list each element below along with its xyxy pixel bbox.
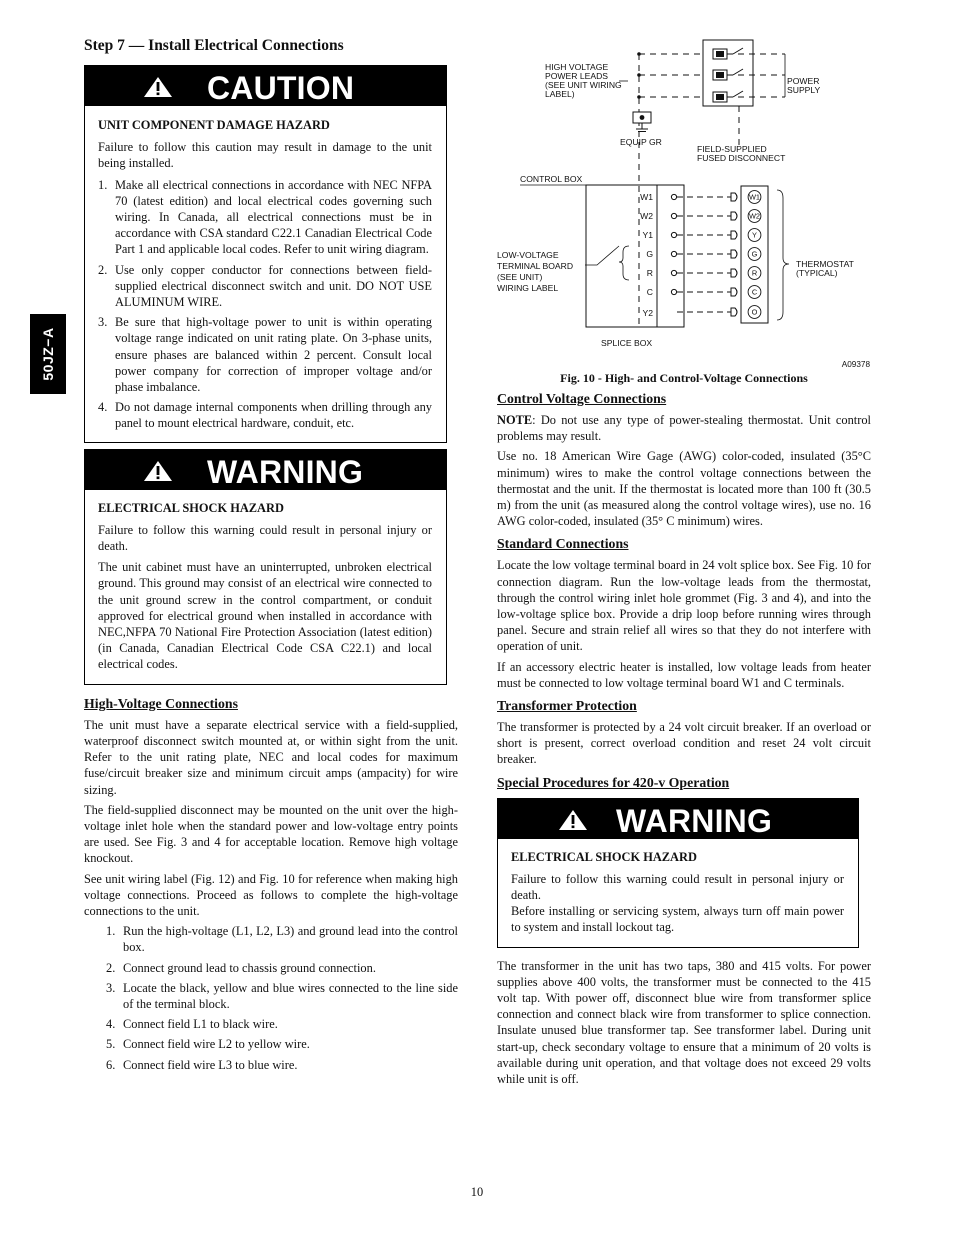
paragraph: The transformer in the unit has two taps, 380 and 415 volts. For power supplies above 400 volts, the transformer must be connected to the 415 volt tap. With power off, disconnect blue wire from transformer splice connection and connect black wire from transformer to splice connection. Insulate unused blue transformer tap. See transformer label. During unit start-up, check secondary voltage to ensure that a minimum of 20 volts is available during unit operation, and that voltage does not exceed 29 volts while unit is off. xyxy=(497,958,871,1087)
warning-header xyxy=(498,799,858,839)
transformer-heading: Transformer Protection xyxy=(497,698,637,714)
list-item xyxy=(106,980,458,1012)
control-box-label: CONTROL BOX xyxy=(520,174,583,184)
power-supply-label: POWER xyxy=(787,76,820,86)
item-text: Connect field wire L3 to blue wire. xyxy=(123,1057,298,1072)
warning-text: Before installing or servicing system, always turn off main power to system and install lockout tag. xyxy=(511,904,844,935)
page-number: 10 xyxy=(470,1185,484,1199)
board-brace xyxy=(619,246,629,280)
list-item xyxy=(106,960,458,976)
item-number: 4. xyxy=(98,400,108,415)
warning-triangle-icon xyxy=(143,76,173,98)
terminal-label: Y1 xyxy=(642,230,653,240)
caution-body xyxy=(85,106,446,442)
item-number: 6. xyxy=(106,1057,116,1072)
item-text: Use only copper conductor for connections between field-supplied electrical disconnect switch and unit. DO NOT USE ALUMINUM WIRE. xyxy=(115,262,432,310)
list-item xyxy=(106,1057,458,1073)
note-paragraph xyxy=(497,412,871,444)
thermostat-label: (TYPICAL) xyxy=(796,268,838,278)
item-number: 1. xyxy=(98,177,108,192)
warning-text: The unit cabinet must have an uninterrupted, unbroken electrical ground. This ground may consist of an electrical wire connected to the unit ground screw in the control compartment, or conduit approved for electrical ground when installed in accordance with NEC,NFPA 70 National Fire Protection Association (latest edition) (in Canada, Canadian Electrical Code CSA C22.1) and local electrical codes. xyxy=(98,560,432,672)
warning-body xyxy=(85,490,446,684)
list-item xyxy=(98,177,432,258)
thermostat-terminal: C xyxy=(751,287,758,297)
lv-board-label: (SEE UNIT) xyxy=(497,272,543,282)
hv-label-line: (SEE UNIT WIRING xyxy=(545,80,622,90)
list-item xyxy=(106,923,458,955)
splice-box-label: SPLICE BOX xyxy=(601,338,653,348)
fused-disconnect-label: FUSED DISCONNECT xyxy=(697,153,786,163)
paragraph: The unit must have a separate electrical service with a field-supplied, waterproof disconnect switch mounted at, or within sight from the unit. Refer to the unit rating plate, NEC and local codes for maximum fuse/circuit breaker size and minimum circuit amps (ampacity) for wire sizing. xyxy=(84,717,458,797)
list-item xyxy=(98,314,432,395)
warning-word: WARNING xyxy=(207,453,364,490)
warning-title: ELECTRICAL SHOCK HAZARD xyxy=(98,500,284,515)
paragraph: Locate the low voltage terminal board in 24 volt splice box. See Fig. 10 for connection diagram. Run the low-voltage leads from the thermostat, through the control wiring inlet hole grommet (Fig. 3 and 4), and into the low-voltage splice box. Provide a drip loop before running wires through panel. Secure and strain relief all wires so that they do not interfere with operation of unit. xyxy=(497,558,871,654)
item-number: 4. xyxy=(106,1017,116,1032)
item-number: 1. xyxy=(106,924,116,939)
item-text: Connect field wire L2 to yellow wire. xyxy=(123,1037,310,1052)
paragraph: The field-supplied disconnect may be mounted on the unit over the high-voltage inlet hole when the standard power and low-voltage entry points are used. See Fig. 3 and 4 for acceptable location. Remove high voltage knockout. xyxy=(84,802,458,866)
terminal-screws xyxy=(671,194,676,294)
item-text: Do not damage internal components when drilling through any panel to mount electrical hardware, conduit, etc. xyxy=(115,400,432,431)
switch-blades xyxy=(733,48,743,97)
thermostat-terminal: Y xyxy=(752,230,757,240)
side-tab xyxy=(30,314,66,394)
high-voltage-heading: High-Voltage Connections xyxy=(84,695,238,711)
item-text: Connect field L1 to black wire. xyxy=(123,1017,278,1032)
figure-id: A09378 xyxy=(841,360,870,369)
terminal-label: W2 xyxy=(640,211,653,221)
terminal-label: C xyxy=(646,287,653,297)
step-title: Step 7 — Install Electrical Connections xyxy=(84,37,344,54)
caution-box xyxy=(84,65,447,443)
item-text: Connect ground lead to chassis ground connection. xyxy=(123,960,376,975)
warning-intro: Failure to follow this warning could result in personal injury or death. xyxy=(511,871,844,903)
terminal-label: G xyxy=(646,249,653,259)
thermostat-label: THERMOSTAT xyxy=(796,259,854,269)
item-number: 2. xyxy=(106,960,116,975)
warning-triangle-icon xyxy=(143,460,173,482)
paragraph: If an accessory electric heater is installed, low voltage leads from heater must be connected to low voltage terminal board W1 and C terminals. xyxy=(497,659,871,690)
wiring-diagram xyxy=(497,36,871,372)
control-voltage-heading: Control Voltage Connections xyxy=(497,391,667,406)
fuse-icons xyxy=(713,49,727,102)
power-supply-label: SUPPLY xyxy=(787,85,821,95)
item-number: 3. xyxy=(98,315,108,330)
terminal-label: Y2 xyxy=(642,308,653,318)
high-voltage-steps xyxy=(106,923,458,1073)
item-text: Make all electrical connections in accordance with NEC NFPA 70 (latest edition) and local electrical codes governing such wiring. In Canada, all electrical connections must be in accordance with CSA standard C22.1 Canadian Electrical Code Part 1 and applicable local codes. Refer to unit wiring diagram. xyxy=(115,177,432,257)
side-tab-label: 50JZ−A xyxy=(39,327,56,381)
fused-disconnect-label: FIELD-SUPPLIED xyxy=(697,144,767,154)
caution-list xyxy=(98,177,432,432)
caution-word: CAUTION xyxy=(207,70,355,106)
caution-title: UNIT COMPONENT DAMAGE HAZARD xyxy=(98,118,330,132)
warning-intro: Failure to follow this warning could result in personal injury or death. xyxy=(98,522,432,554)
disconnect-box xyxy=(703,40,753,106)
thermostat-terminal: O xyxy=(751,307,758,317)
warning-header xyxy=(85,450,446,490)
caution-header xyxy=(85,66,446,106)
paragraph: The transformer is protected by a 24 volt circuit breaker. If an overload or short is present, correct overload condition and reset 24 volt circuit breaker. xyxy=(497,720,871,767)
caution-intro: Failure to follow this caution may result in damage to the unit being installed. xyxy=(98,140,432,171)
lv-board-label: LOW-VOLTAGE xyxy=(497,250,559,260)
control-wires xyxy=(677,197,731,312)
terminal-label: R xyxy=(646,268,653,278)
thermostat-terminal: G xyxy=(751,249,758,259)
special-procedures-heading: Special Procedures for 420-v Operation xyxy=(497,774,730,790)
right-column xyxy=(497,386,871,1091)
thermostat-brace xyxy=(777,190,789,320)
terminal-label: W1 xyxy=(640,192,653,202)
paragraph: Use no. 18 American Wire Gage (AWG) color-coded, insulated (35°C minimum) wires to make the control voltage connections between the thermostat and the unit. If the thermostat is located more than 100 ft (30.5 m) from the unit (as measured along the control voltage wires), use no. 16 AWG color-coded, insulated (35° C minimum) wires. xyxy=(497,449,871,529)
warning-word: WARNING xyxy=(616,802,773,839)
lv-board-label: TERMINAL BOARD xyxy=(497,261,574,271)
hv-label-line: HIGH VOLTAGE xyxy=(545,62,609,72)
warning-box-2 xyxy=(497,798,859,948)
figure-caption: Fig. 10 - High- and Control-Voltage Connections xyxy=(560,371,808,385)
note-label: NOTE xyxy=(497,413,533,427)
hv-label-line: POWER LEADS xyxy=(545,71,609,81)
list-item xyxy=(98,262,432,311)
ground-symbol-icon xyxy=(636,123,648,132)
item-number: 2. xyxy=(98,262,108,277)
item-text: Be sure that high-voltage power to unit is within operating voltage range indicated on unit rating plate. On 3-phase units, ensure phases are balanced within 2 percent. Consult local power company for correction of improper voltage and/or phase imbalance. xyxy=(115,315,432,395)
hv-label-line: LABEL) xyxy=(545,89,575,99)
warning-triangle-icon xyxy=(558,809,588,831)
lv-board-label: WIRING LABEL xyxy=(497,283,559,293)
item-number: 3. xyxy=(106,980,116,995)
thermostat-terminal: W2 xyxy=(748,211,761,221)
item-number: 5. xyxy=(106,1037,116,1052)
item-text: Run the high-voltage (L1, L2, L3) and ground lead into the control box. xyxy=(123,924,458,955)
list-item xyxy=(98,399,432,431)
item-text: Locate the black, yellow and blue wires connected to the line side of the terminal block. xyxy=(123,980,458,1011)
wire-connector-icons xyxy=(731,193,737,316)
left-column xyxy=(84,36,458,1077)
ground-screw-icon xyxy=(640,115,645,120)
paragraph: See unit wiring label (Fig. 12) and Fig. 10 for reference when making high voltage connections. Proceed as follows to complete the high-voltage connections to the unit. xyxy=(84,871,458,918)
thermostat-terminal: W1 xyxy=(748,192,761,202)
equip-gr-label: EQUIP GR xyxy=(620,137,662,147)
note-text: : Do not use any type of power-stealing thermostat. Unit control problems may result. xyxy=(497,413,871,444)
thermostat-terminal: R xyxy=(751,268,758,278)
leader-line xyxy=(585,246,619,265)
list-item xyxy=(106,1036,458,1052)
control-box xyxy=(586,185,684,327)
warning-body xyxy=(498,839,858,947)
warning-title: ELECTRICAL SHOCK HAZARD xyxy=(511,849,697,864)
board-terminals xyxy=(640,192,653,318)
list-item xyxy=(106,1016,458,1032)
warning-box xyxy=(84,449,447,685)
standard-connections-heading: Standard Connections xyxy=(497,536,629,552)
